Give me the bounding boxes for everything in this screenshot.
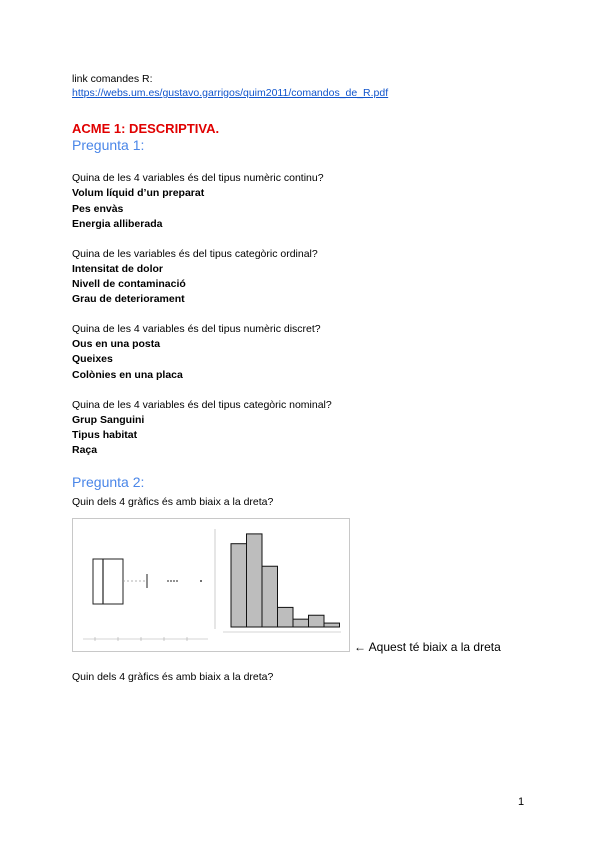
histogram-bar — [247, 534, 263, 627]
boxplot-outlier — [176, 580, 178, 582]
boxplot-outlier — [173, 580, 175, 582]
pregunta-2-title: Pregunta 2: — [72, 474, 145, 490]
answer-item: Nivell de contaminació — [72, 278, 186, 290]
answer-item: Pes envàs — [72, 203, 124, 215]
answer-item: Ous en una posta — [72, 338, 161, 350]
histogram — [215, 529, 341, 632]
annotation-text: ← Aquest té biaix a la dreta — [354, 640, 501, 654]
boxplot-outlier — [170, 580, 172, 582]
question-text: Quin dels 4 gràfics és amb biaix a la dreta? — [72, 496, 274, 508]
r-commands-link[interactable]: https://webs.um.es/gustavo.garrigos/quim2011/comandos_de_R.pdf — [72, 87, 389, 99]
boxplot — [83, 559, 208, 641]
histogram-bar — [262, 566, 278, 627]
boxplot-outlier — [200, 580, 202, 582]
histogram-bar — [309, 615, 325, 627]
answer-item: Queixes — [72, 353, 113, 365]
boxplot-histogram-figure — [73, 519, 349, 651]
pregunta-1-title: Pregunta 1: — [72, 137, 145, 153]
question-text: Quina de les variables és del tipus categòric ordinal? — [72, 248, 318, 260]
histogram-bar — [278, 607, 294, 627]
histogram-bar — [293, 619, 309, 627]
answer-item: Energia alliberada — [72, 218, 163, 230]
section-title: ACME 1: DESCRIPTIVA. — [72, 121, 220, 136]
answer-item: Volum líquid d’un preparat — [72, 187, 205, 199]
page-number: 1 — [518, 796, 525, 808]
histogram-bar — [324, 623, 340, 627]
answer-item: Grau de deteriorament — [72, 293, 185, 305]
answer-item: Raça — [72, 444, 98, 456]
link-label: link comandes R: — [72, 73, 153, 85]
boxplot-box — [93, 559, 123, 604]
question-text: Quina de les 4 variables és del tipus numèric continu? — [72, 172, 324, 184]
answer-item: Tipus habitat — [72, 429, 138, 441]
answer-item: Colònies en una placa — [72, 369, 183, 381]
figure-panel — [72, 518, 350, 652]
answer-item: Intensitat de dolor — [72, 263, 164, 275]
answer-item: Grup Sanguini — [72, 414, 145, 426]
histogram-bar — [231, 544, 247, 627]
question-text: Quin dels 4 gràfics és amb biaix a la dreta? — [72, 671, 274, 683]
boxplot-outlier — [167, 580, 169, 582]
question-text: Quina de les 4 variables és del tipus categòric nominal? — [72, 399, 332, 411]
question-text: Quina de les 4 variables és del tipus numèric discret? — [72, 323, 321, 335]
